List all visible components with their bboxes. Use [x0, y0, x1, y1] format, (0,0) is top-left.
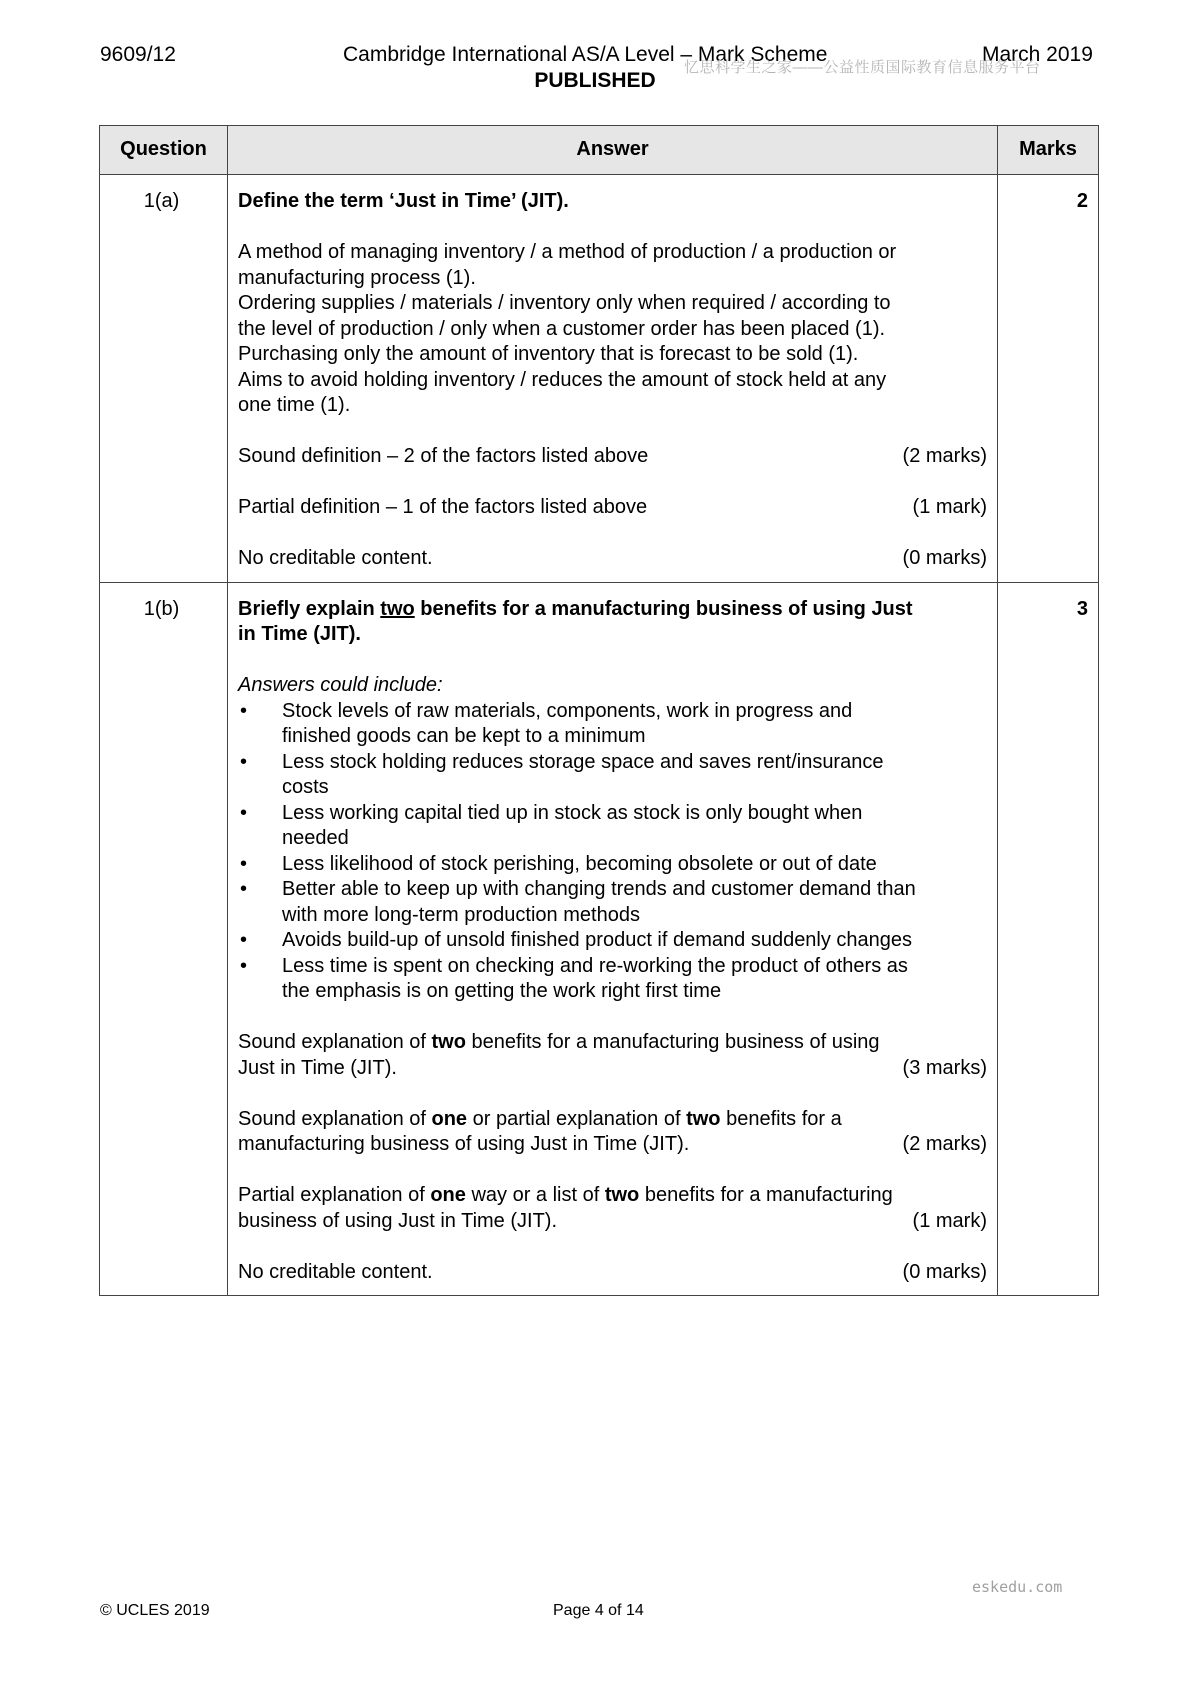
mark-level-marks: (2 marks)	[902, 1133, 987, 1155]
bullet-icon: •	[240, 699, 248, 722]
bullet-icon: •	[240, 954, 248, 977]
bullet-icon: •	[240, 750, 248, 773]
question-heading: Briefly explain two benefits for a manufacturing business of using Just	[238, 597, 913, 620]
site-watermark: eskedu.com	[972, 1578, 1063, 1596]
marks-value: 2	[998, 175, 1099, 583]
answer-line: Purchasing only the amount of inventory that is forecast to be sold (1).	[238, 343, 859, 365]
answer-line: Ordering supplies / materials / inventory only when required / according to	[238, 292, 891, 314]
list-item: • Less time is spent on checking and re-working the product of others as the emphasis is on getting the work right first time	[238, 954, 987, 1005]
mark-level-marks: (1 mark)	[912, 496, 987, 518]
answer-line: one time (1).	[238, 394, 351, 416]
column-header-question: Question	[100, 126, 228, 175]
list-item: • Less likelihood of stock perishing, becoming obsolete or out of date	[238, 852, 987, 878]
table-row	[100, 175, 1099, 583]
list-item: • Avoids build-up of unsold finished product if demand suddenly changes	[238, 928, 987, 954]
mark-scheme-table	[99, 125, 1099, 1296]
list-item: • Less working capital tied up in stock as stock is only bought when needed	[238, 801, 987, 852]
marks-value: 3	[998, 582, 1099, 1296]
document-title: Cambridge International AS/A Level – Mark Scheme	[343, 43, 828, 66]
answer-line: A method of managing inventory / a method of production / a production or	[238, 241, 897, 263]
mark-level: Sound explanation of one or partial explanation of two benefits for a manufacturing business of using Just in Time (JIT). (2 marks)	[238, 1107, 987, 1158]
mark-level	[238, 444, 987, 470]
mark-level-marks: (0 marks)	[902, 547, 987, 569]
copyright-notice: © UCLES 2019	[100, 1602, 210, 1619]
mark-level: Partial explanation of one way or a list of two benefits for a manufacturing business of using Just in Time (JIT). (1 mark)	[238, 1183, 987, 1234]
answer-line: manufacturing process (1).	[238, 266, 476, 289]
exam-date: March 2019	[982, 43, 1093, 66]
question-number: 1(a)	[100, 175, 228, 583]
bullet-icon: •	[240, 801, 248, 824]
bullet-icon: •	[240, 878, 248, 900]
list-item: • Stock levels of raw materials, components, work in progress and finished goods can be kept to a minimum	[238, 699, 987, 750]
answers-intro: Answers could include:	[238, 674, 443, 696]
mark-level: Sound explanation of two benefits for a manufacturing business of using Just in Time (JIT). (3 marks)	[238, 1030, 987, 1081]
mark-level-text: No creditable content.	[238, 1260, 433, 1283]
mark-level-text: Partial definition – 1 of the factors listed above	[238, 496, 648, 518]
answer-line: the level of production / only when a customer order has been placed (1).	[238, 317, 886, 340]
mark-level-marks: (3 marks)	[902, 1056, 987, 1079]
mark-level-text: No creditable content.	[238, 547, 433, 569]
mark-level	[238, 546, 987, 572]
mark-level	[238, 495, 987, 521]
watermark-text: 忆思科学生之家——公益性质国际教育信息服务平台	[684, 59, 1041, 76]
answer-cell	[228, 175, 998, 583]
mark-level-text: Sound definition – 2 of the factors listed above	[238, 445, 649, 467]
syllabus-code: 9609/12	[100, 43, 176, 66]
mark-level	[238, 1260, 987, 1286]
mark-level-marks: (1 mark)	[912, 1209, 987, 1232]
bullet-icon: •	[240, 929, 248, 951]
column-header-answer: Answer	[228, 126, 998, 175]
list-item: • Better able to keep up with changing trends and customer demand than with more long-term production methods	[238, 877, 987, 928]
page-number: Page 4 of 14	[553, 1602, 644, 1619]
bullet-icon: •	[240, 852, 248, 875]
table-header-row	[100, 126, 1099, 175]
question-heading: in Time (JIT).	[238, 623, 361, 645]
published-label: PUBLISHED	[534, 69, 656, 92]
question-heading: Define the term ‘Just in Time’ (JIT).	[238, 190, 569, 212]
mark-level-marks: (0 marks)	[902, 1260, 987, 1283]
question-number: 1(b)	[100, 582, 228, 1296]
answer-line: Aims to avoid holding inventory / reduces the amount of stock held at any	[238, 368, 887, 391]
answer-cell	[228, 582, 998, 1296]
list-item: • Less stock holding reduces storage space and saves rent/insurance costs	[238, 750, 987, 801]
column-header-marks: Marks	[998, 126, 1099, 175]
table-row	[100, 582, 1099, 1296]
mark-level-marks: (2 marks)	[902, 445, 987, 467]
